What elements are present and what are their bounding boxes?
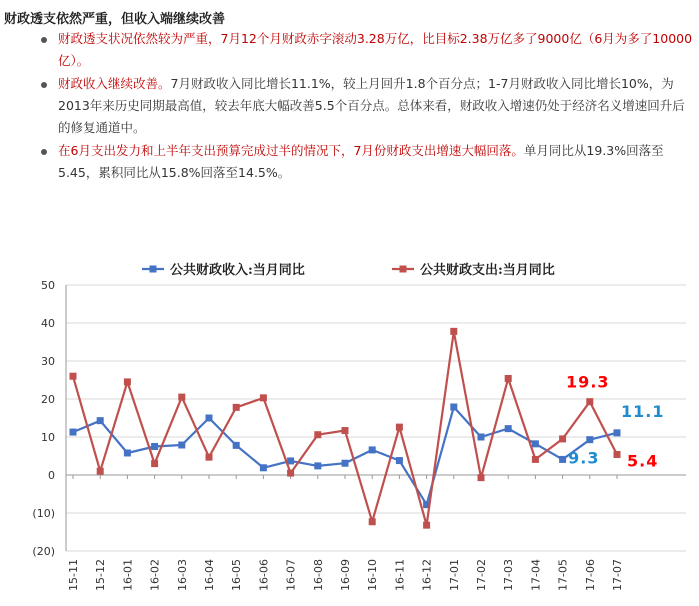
bullet-highlight: 在6月支出发力和上半年支出预算完成过半的情况下，7月份财政支出增速大幅回落。 <box>58 143 524 158</box>
legend-label: 公共财政收入:当月同比 <box>170 263 305 278</box>
data-point <box>70 373 77 380</box>
data-point <box>260 394 267 401</box>
bullet-highlight: 财政收入继续改善。 <box>58 76 171 91</box>
data-label: 11.1 <box>621 401 665 421</box>
data-point <box>70 429 77 436</box>
x-tick-label: 16-07 <box>284 559 298 591</box>
x-tick-label: 15-12 <box>94 559 108 591</box>
x-tick-label: 16-12 <box>420 559 434 591</box>
x-tick-label: 17-03 <box>502 559 516 591</box>
fiscal-line-chart <box>0 255 699 606</box>
data-point <box>396 457 403 464</box>
data-point <box>614 429 621 436</box>
legend <box>142 262 555 278</box>
data-point <box>478 434 485 441</box>
data-point <box>423 522 430 529</box>
data-point <box>124 449 131 456</box>
x-tick-label: 16-11 <box>393 559 407 591</box>
data-point <box>287 470 294 477</box>
legend-swatch-marker <box>150 266 157 273</box>
data-point <box>369 446 376 453</box>
data-point <box>342 427 349 434</box>
data-point <box>314 462 321 469</box>
legend-swatch-marker <box>400 266 407 273</box>
data-point <box>505 425 512 432</box>
y-tick-label: 30 <box>41 355 55 368</box>
data-point <box>450 403 457 410</box>
y-tick-label: 0 <box>48 469 55 482</box>
page-heading: 财政透支依然严重，但收入端继续改善 <box>4 12 226 27</box>
series-lines <box>70 328 621 529</box>
x-tick-label: 16-03 <box>175 559 189 591</box>
x-tick-label: 17-05 <box>556 559 570 591</box>
y-tick-label: 20 <box>41 393 55 406</box>
x-tick-label: 16-05 <box>230 559 244 591</box>
data-point <box>178 441 185 448</box>
data-point <box>586 436 593 443</box>
data-point <box>505 375 512 382</box>
data-point <box>206 454 213 461</box>
x-tick-label: 15-11 <box>67 559 80 591</box>
data-point <box>342 460 349 467</box>
data-point <box>586 398 593 405</box>
y-tick-label: 40 <box>41 317 55 330</box>
x-tick-label: 16-01 <box>121 559 135 591</box>
bullet-text: 7月财政收入同比增长11.1%，较上月回升1.8个百分点；1-7月财政收入同比增长10%，为2013年来历史同期最高值，较去年底大幅改善5.5个百分点。总体来看，财政收入增速仍处于经济名义增速回升后的修复通道中。 <box>58 76 685 135</box>
x-tick-label: 16-09 <box>339 559 352 591</box>
x-tick-label: 17-02 <box>475 559 488 591</box>
data-point <box>97 468 104 475</box>
data-point <box>396 424 403 431</box>
bullet-item <box>38 140 694 184</box>
data-point <box>450 328 457 335</box>
axes <box>32 279 686 591</box>
data-point <box>532 456 539 463</box>
data-label: 19.3 <box>566 372 610 392</box>
x-tick-label: 17-01 <box>447 559 461 591</box>
x-tick-label: 17-04 <box>529 559 543 591</box>
data-label: 5.4 <box>627 451 659 471</box>
bullet-list <box>38 28 694 185</box>
data-point <box>559 456 566 463</box>
x-tick-label: 16-08 <box>311 559 325 591</box>
y-tick-label: (20) <box>32 545 55 558</box>
bullet-item <box>38 73 694 139</box>
data-point <box>151 460 158 467</box>
data-point <box>233 442 240 449</box>
y-tick-label: 50 <box>41 279 55 292</box>
data-point <box>260 464 267 471</box>
y-tick-label: 10 <box>41 431 55 444</box>
data-point <box>478 474 485 481</box>
x-tick-label: 17-07 <box>611 559 624 591</box>
legend-label: 公共财政支出:当月同比 <box>420 263 555 278</box>
data-point <box>178 394 185 401</box>
data-point <box>97 417 104 424</box>
series-line <box>73 407 617 505</box>
data-point <box>314 431 321 438</box>
x-tick-label: 16-06 <box>257 559 271 591</box>
x-tick-label: 17-06 <box>583 559 597 591</box>
y-tick-label: (10) <box>32 507 55 520</box>
bullet-highlight: 财政透支状况依然较为严重，7月12个月财政赤字滚动3.28万亿，比目标2.38万亿多了9000亿（6月为多了10000亿）。 <box>58 31 693 68</box>
bullet-item <box>38 28 694 72</box>
x-tick-label: 16-10 <box>366 559 380 591</box>
data-point <box>124 378 131 385</box>
data-label: 9.3 <box>568 448 600 468</box>
data-point <box>206 415 213 422</box>
data-point <box>559 435 566 442</box>
data-point <box>614 451 621 458</box>
x-tick-label: 16-02 <box>148 559 162 591</box>
data-point <box>151 443 158 450</box>
bullet-text: 单月同比从19.3%回落至5.45，累积同比从15.8%回落至14.5%。 <box>58 143 664 180</box>
data-point <box>369 518 376 525</box>
data-point <box>233 404 240 411</box>
data-point <box>532 440 539 447</box>
x-tick-label: 16-04 <box>203 559 216 591</box>
